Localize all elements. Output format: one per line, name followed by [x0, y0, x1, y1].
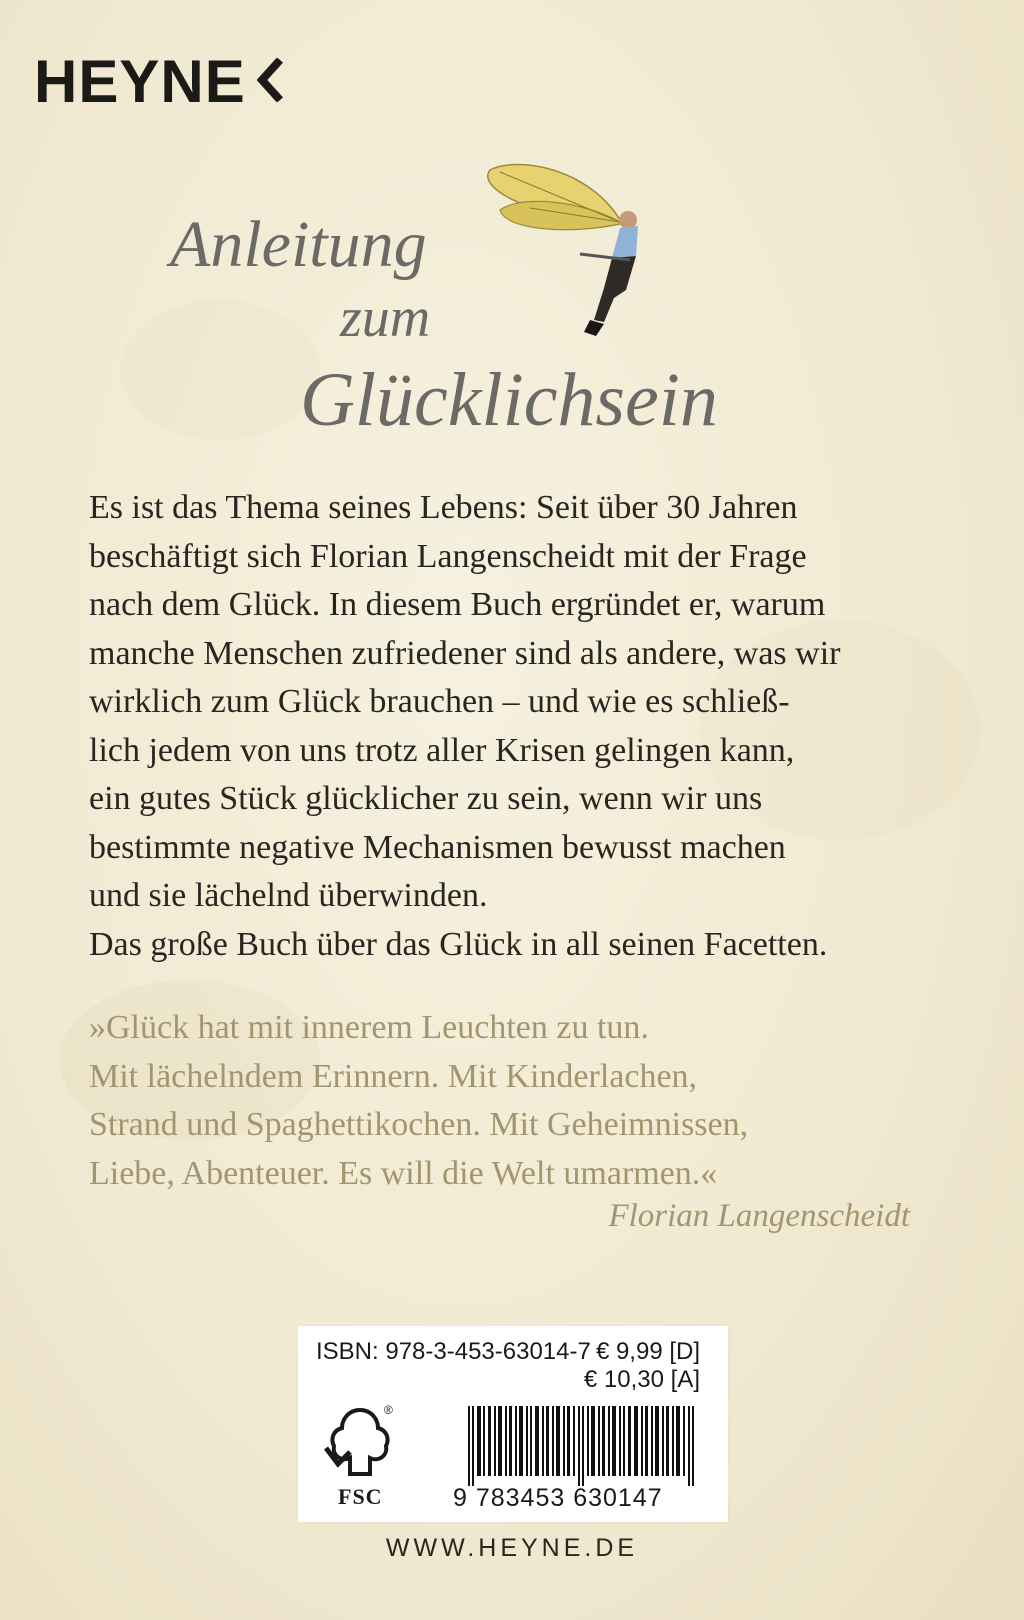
barcode	[466, 1406, 704, 1491]
description-line: bestimmte negative Mechanismen bewusst machen	[89, 828, 786, 866]
description	[89, 484, 969, 969]
isbn: ISBN: 978-3-453-63014-7	[316, 1338, 591, 1365]
quote	[89, 1004, 969, 1198]
barcode-number: 9 783453 630147	[453, 1484, 663, 1512]
fsc-text: FSC	[338, 1484, 383, 1509]
fsc-tree-icon	[320, 1404, 400, 1487]
description-line: und sie lächelnd überwinden.	[89, 877, 488, 914]
description-line: wirklich zum Glück brauchen – und wie es schließ-	[89, 683, 790, 720]
quote-line: »Glück hat mit innerem Leuchten zu tun.	[89, 1009, 649, 1046]
registered-mark: ®	[384, 1404, 393, 1417]
chevron-left-icon	[256, 52, 284, 112]
publisher-name: HEYNE	[34, 48, 246, 115]
description-line: Es ist das Thema seines Lebens: Seit über 30 Jahren	[89, 489, 798, 526]
website-link[interactable]: WWW.HEYNE.DE	[385, 1534, 639, 1562]
winged-man-illustration	[480, 160, 660, 365]
description-line: manche Menschen zufriedener sind als andere, was wir	[89, 634, 841, 672]
quote-attribution: Florian Langenscheidt	[608, 1198, 910, 1234]
price-austria: € 10,30 [A]	[583, 1366, 700, 1393]
description-line: lich jedem von uns trotz aller Krisen gelingen kann,	[89, 731, 795, 769]
price-germany: € 9,99 [D]	[595, 1338, 700, 1365]
publisher-logo	[34, 48, 284, 115]
title-line-1: Anleitung	[170, 208, 427, 281]
description-line: beschäftigt sich Florian Langenscheidt mit der Frage	[89, 537, 807, 575]
quote-line: Strand und Spaghettikochen. Mit Geheimnissen,	[89, 1106, 749, 1143]
title-line-2: zum	[340, 287, 431, 349]
quote-line: Mit lächelndem Erinnern. Mit Kinderlachen,	[89, 1057, 698, 1095]
title-line-3: Glücklichsein	[300, 358, 718, 442]
description-line: nach dem Glück. In diesem Buch ergründet er, warum	[89, 586, 826, 623]
description-line: ein gutes Stück glücklicher zu sein, wenn wir uns	[89, 780, 763, 817]
price-block	[584, 1338, 700, 1394]
quote-line: Liebe, Abenteuer. Es will die Welt umarmen.«	[89, 1154, 718, 1192]
description-line: Das große Buch über das Glück in all seinen Facetten.	[89, 925, 828, 963]
isbn-price-label	[298, 1326, 728, 1522]
